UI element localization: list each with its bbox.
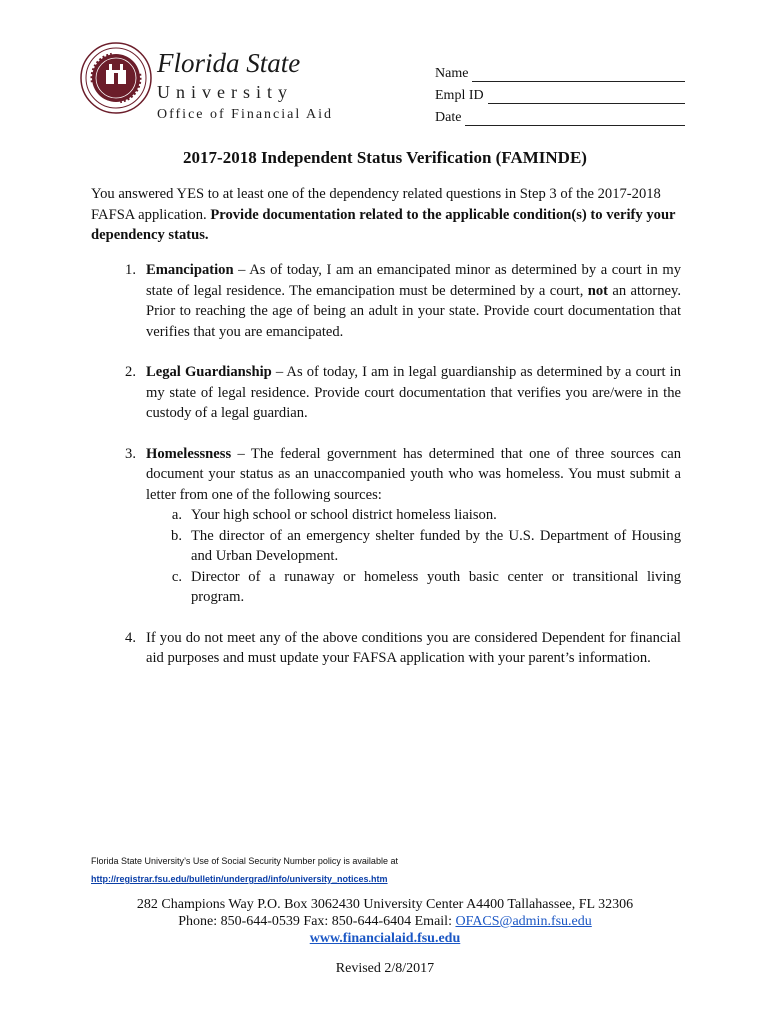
item-bold-word: not [587,282,608,299]
item-text: – As of today, I am an emancipated minor as determined by a court in my state of legal residence. The emancipation must be determined by a court, [146,262,681,299]
date-field[interactable] [435,104,685,126]
name-line[interactable] [472,67,685,82]
policy-text: Florida State University’s Use of Social Security Number policy is available at [91,856,398,866]
sub-item [146,567,681,608]
sub-item-text: The director of an emergency shelter funded by the U.S. Department of Housing and Urban Development. [191,527,681,564]
revised-date: Revised 2/8/2017 [335,961,435,976]
item-heading: Homelessness [146,445,232,462]
empl-id-label: Empl ID [435,88,484,103]
item-number: 1. [125,262,136,278]
item-text: If you do not meet any of the above conditions you are considered Dependent for financial aid purposes and must update your FAFSA application with your parent’s information. [146,629,681,666]
email-link[interactable]: OFACS@admin.fsu.edu [455,914,592,929]
sub-item [146,526,681,567]
sub-item-letter: a. [171,507,182,523]
item-heading: Legal Guardianship [146,364,272,380]
list-item [91,444,681,608]
item-text: – The federal government has determined that one of three sources can document your status as an unaccompanied youth who was homeless. You must submit a letter from one of the following sources: [146,445,681,503]
name-field[interactable] [435,60,685,82]
item-number: 3. [125,445,136,462]
website-link[interactable]: www.financialaid.fsu.edu [309,931,461,946]
phone-fax-line [0,913,770,930]
item-text: an attorney. Prior to reaching the age of being an adult in your state. Provide court documentation that verifies that you are emancipated. [146,282,681,340]
sub-item [146,505,681,526]
policy-link[interactable]: http://registrar.fsu.edu/bulletin/undergrad/info/university_notices.htm [91,874,388,884]
empl-id-field[interactable] [435,82,685,104]
page-title: 2017-2018 Independent Status Verification (FAMINDE) [183,148,587,167]
fsu-seal-logo [80,42,152,114]
name-label: Name [435,66,469,81]
intro-paragraph [91,184,679,246]
brand-title: Florida State [157,48,301,78]
address-line: 282 Champions Way P.O. Box 3062430 University Center A4400 Tallahassee, FL 32306 [136,897,634,912]
ssn-policy-note [91,852,398,888]
intro-text: You answered YES to at least one of the dependency related questions in Step 3 of the 2017-2018 FAFSA application. [91,186,661,223]
item-number: 4. [125,629,136,646]
item-text: – As of today, I am in legal guardianship as determined by a court in my state of legal residence. Provide court documentation that verifies you are/were in the custody of a legal guardian. [146,364,681,421]
sub-item-text: Director of a runaway or homeless youth basic center or transitional living program. [191,568,681,605]
intro-bold: Provide documentation related to the applicable condition(s) to verify your dependency status. [91,206,676,243]
date-label: Date [435,110,462,125]
empl-id-line[interactable] [488,89,685,104]
sub-item-letter: b. [171,527,182,544]
brand-university: University [157,82,293,102]
conditions-list [91,260,681,669]
contact-block [0,896,770,947]
date-line[interactable] [465,111,685,126]
item-number: 2. [125,364,136,380]
list-item [91,260,681,342]
list-item [91,628,681,669]
header-fields [435,60,685,126]
sub-item-letter: c. [171,568,182,585]
list-item [91,362,681,424]
phone-fax-text: Phone: 850-644-0539 Fax: 850-644-6404 Email: [178,914,456,929]
brand-office: Office of Financial Aid [157,107,333,122]
item-heading: Emancipation [146,262,234,278]
brand-block [157,48,333,124]
sub-item-text: Your high school or school district homeless liaison. [191,507,497,523]
